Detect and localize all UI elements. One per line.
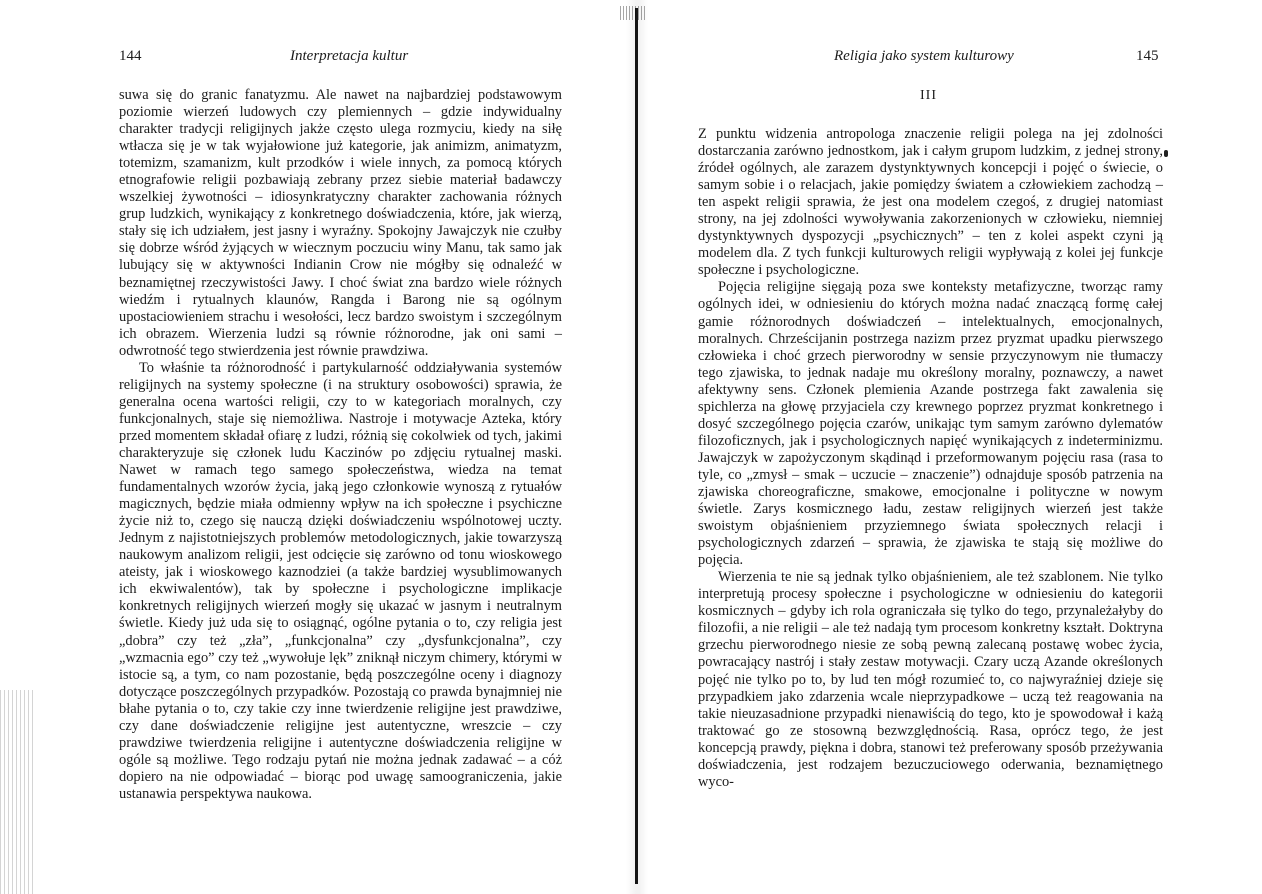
paragraph: Wierzenia te nie są jednak tylko objaśnieniem, ale też szablonem. Nie tylko interpretują procesy społeczne i psychologiczne w odniesieniu do kategorii kosmicznych – gdyby ich rola ograniczała się tylko do tego, przynależałyby do filozofii, a nie religii – ale też nadają tym procesom konkretny kształt. Doktryna grzechu pierworodnego niesie ze sobą pewną zalecaną postawę wobec życia, powracający nastrój i stały zestaw motywacji. Czary uczą Azande określonych pojęć nie tylko po to, by lud ten mógł rozumieć to, co najwyraźniej dzieje się przypadkiem jako zdarzenia wcale nieprzypadkowe – uczą też reagowania na takie nieuzasadnione przypadki nienawiścią do tego, kto je spowodował i każą traktować go ze stosowną bezwzględnością. Rasa, oprócz tego, że jest koncepcją prawdy, piękna i dobra, stanowi też preferowany sposób przeżywania doświadczenia, jest rodzajem bezuczuciowego oderwania, beznamiętnego wyco- — [698, 569, 1163, 790]
left-page-body — [119, 87, 562, 803]
page-number-right: 145 — [1136, 48, 1159, 64]
paragraph: Pojęcia religijne sięgają poza swe konteksty metafizyczne, tworząc ramy ogólnych idei, w odniesieniu do których można nadać znaczącą formę całej gamie różnorodnych doświadczeń – intelektualnych, emocjonalnych, moralnych. Chrześcijanin postrzega nazizm przez pryzmat upadku pierwszego człowieka i choć grzech pierworodny w sensie przyczynowym nie tłumaczy tego zjawiska, to jednak nadaje mu określony moralny, poznawczy, a nawet afektywny sens. Członek plemienia Azande postrzega fakt zawalenia się spichlerza na głowę przyjaciela czy krewnego poprzez pryzmat konkretnego i dosyć szczególnego pojęcia czarów, unikając tym samym zarówno dylematów filozoficznych, jak i psychologicznych napięć wynikających z indeterminizmu. Jawajczyk w zapożyczonym skądinąd i przeformowanym pojęciu rasa (rasa to tyle, co „zmysł – smak – uczucie – znaczenie”) odnajduje sposób patrzenia na zjawiska choreograficzne, smakowe, emocjonalne i polityczne w nowym świetle. Zarys kosmicznego ładu, zestaw religijnych wierzeń jest także swoistym objaśnieniem przyziemnego świata społecznych relacji i psychologicznych zdarzeń – sprawia, że zjawiska te stają się możliwe do pojęcia. — [698, 279, 1163, 569]
right-page — [646, 0, 1262, 894]
page-number-left: 144 — [119, 48, 142, 64]
paragraph: To właśnie ta różnorodność i partykularność oddziaływania systemów religijnych na systemy społeczne (i na struktury osobowości) sprawia, że generalna ocena wartości religii, czy to w kategoriach moralnych, czy funkcjonalnych, staje się niemożliwa. Nastroje i motywacje Azteka, który przed momentem składał ofiarę z ludzi, różnią się cokolwiek od tych, jakimi charakteryzuje się członek ludu Kaczinów po zdjęciu rytualnej maski. Nawet w ramach tego samego społeczeństwa, wiedza na temat fundamentalnych wzorów życia, jaką jego członkowie wynoszą z rytuałów magicznych, będzie miała odmienny wpływ na ich społeczne i psychiczne życie niż to, czego się nauczą dzięki doświadczeniu wspólnotowej uczty. Jednym z najistotniejszych problemów metodologicznych, jakie towarzyszą naukowym analizom religii, jest odcięcie się zarówno od tonu wioskowego ateisty, jak i wioskowego kaznodziei (a także bardziej wysublimowanych ich ekwiwalentów), tak by społeczne i psychologiczne implikacje konkretnych religijnych wierzeń mogły się ukazać w jasnym i neutralnym świetle. Kiedy już uda się to osiągnąć, ogólne pytania o to, czy religia jest „dobra” czy też „zła”, „funkcjonalna” czy „dysfunkcjonalna”, czy „wzmacnia ego” czy też „wywołuje lęk” zniknął niczym chimery, którymi w istocie są, a tym, co nam pozostanie, będą poszczególne oceny i diagnozy dotyczące poszczególnych przypadków. Pozostają co prawda bynajmniej nie błahe pytania o to, czy takie czy inne twierdzenie religijne jest prawdziwe, czy dane doświadczenie religijne jest autentyczne, wreszcie – czy prawdziwe twierdzenia religijne i autentyczne doświadczenia religijne w ogóle są możliwe. Tego rodzaju pytań nie można jednak zadawać – a cóż dopiero na nie odpowiadać – biorąc pod uwagę samoograniczenia, jakie ustanawia perspektywa naukowa. — [119, 359, 562, 802]
running-title-left: Interpretacja kultur — [290, 48, 409, 64]
book-gutter — [635, 8, 638, 884]
running-title-right: Religia jako system kulturowy — [834, 48, 1014, 64]
left-page — [0, 0, 622, 894]
section-heading: III — [920, 88, 937, 103]
paragraph: Z punktu widzenia antropologa znaczenie religii polega na jej zdolności dostarczania zarówno jednostkom, jak i całym grupom ludzkim, z jednej strony, źródeł ogólnych, ale zarazem dystynktywnych koncepcji i pojęć o świecie, o samym sobie i o relacjach, jakie pomiędzy światem a człowiekiem zachodzą – ten aspekt religii sprawia, że jest ona modelem czegoś, z drugiej natomiast strony, na jej zdolności wywoływania zakorzenionych w człowieku, niemniej dystynktywnych dyspozycji „psychicznych” – ten z kolei aspekt czyni ją modelem dla. Z tych funkcji kulturowych religii wypływają z kolei jej funkcje społeczne i psychologiczne. — [698, 126, 1163, 279]
right-page-body — [698, 126, 1163, 791]
paragraph: suwa się do granic fanatyzmu. Ale nawet na najbardziej podstawowym poziomie wierzeń ludowych czy plemiennych – gdzie indywidualny charakter tradycji religijnych jakże często ulega rozmyciu, kiedy na siłę wtłacza się je w tak wyjałowione już kategorie, jak animizm, animatyzm, totemizm, szamanizm, kult przodków i wiele innych, za pomocą których etnografowie religii pozbawiają zebrany przez siebie materiał badawczy wszelkiej żywotności – idiosynkratyczny charakter zachowania różnych grup ludzkich, wynikający z konkretnego doświadczenia, które, jak wierzą, stały się ich udziałem, jest jasny i wyraźny. Spokojny Jawajczyk nie czułby się dobrze wśród żyjących w wiecznym poczuciu winy Manu, tak samo jak lubujący się w aktywności Indianin Crow nie mógłby się odnaleźć w beznamiętnej rzeczywistości Jawy. I choć świat zna bardzo wiele różnych wiedźm i rytualnych klaunów, Rangda i Barong nie są ogólnym upostaciowieniem strachu i wesołości, lecz bardzo swoistym i szczególnym ich obrazem. Wierzenia ludzi są równie różnorodne, jak oni sami – odwrotność tego stwierdzenia jest równie prawdziwa. — [119, 87, 562, 359]
scan-speck — [1164, 150, 1168, 157]
scan-artifact-top — [620, 6, 646, 20]
